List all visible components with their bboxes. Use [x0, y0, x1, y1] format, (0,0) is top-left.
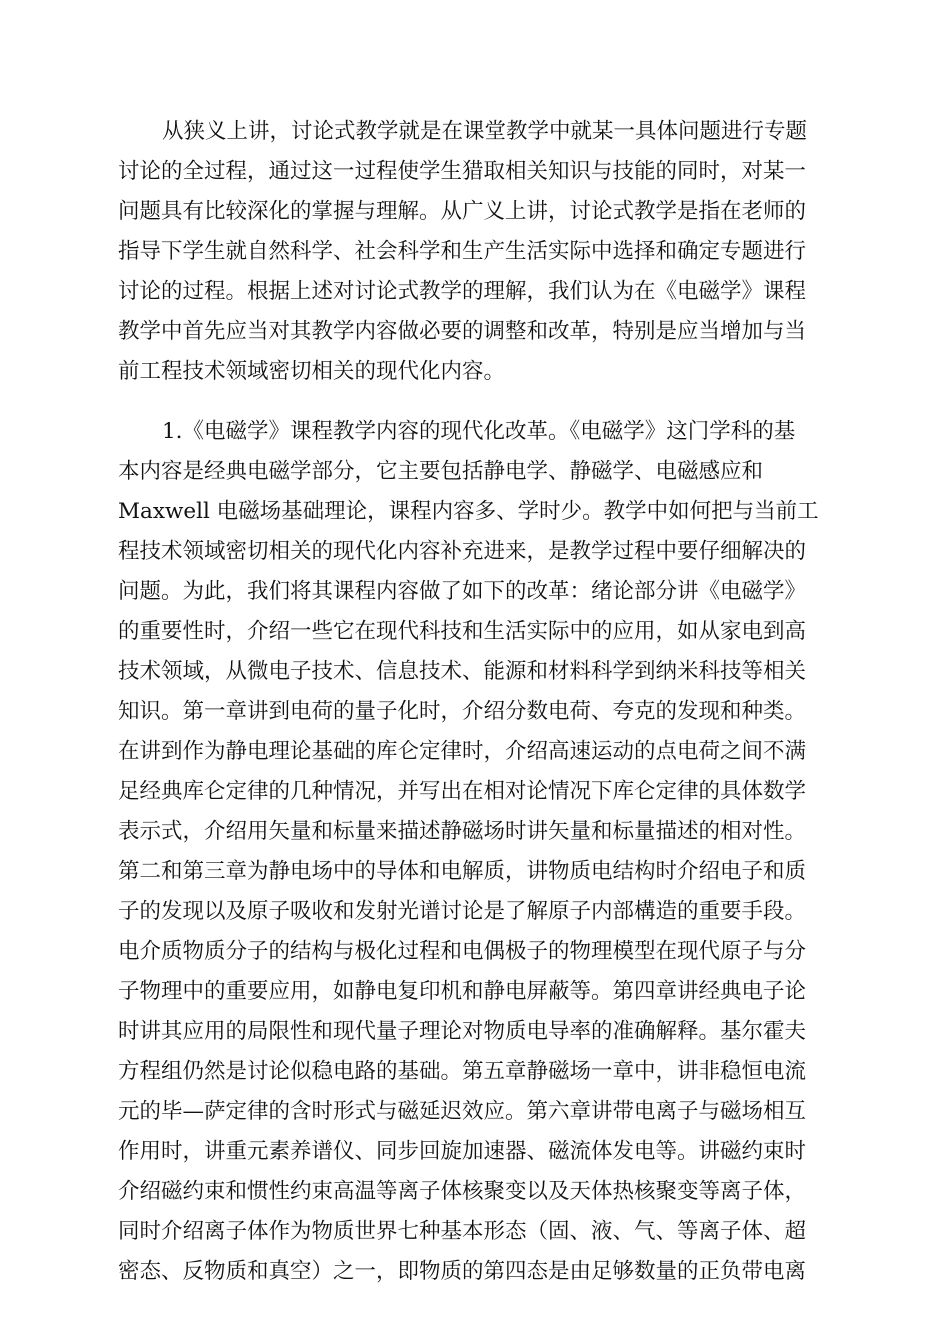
paragraph-2-line-5: 问题。为此，我们将其课程内容做了如下的改革：绪论部分讲《电磁学》 [118, 579, 807, 604]
paragraph-2-line-8: 知识。第一章讲到电荷的量子化时，介绍分数电荷、夸克的发现和种类。 [118, 699, 807, 724]
paragraph-2-line-7: 技术领域，从微电子技术、信息技术、能源和材料科学到纳米科技等相关 [118, 659, 807, 684]
paragraph-2-line-13: 子的发现以及原子吸收和发射光谱讨论是了解原子内部構造的重要手段。 [118, 899, 807, 924]
paragraph-2-line-15: 子物理中的重要应用，如静电复印机和静电屏蔽等。第四章讲经典电子论 [118, 979, 807, 1004]
paragraph-2-line-11: 表示式，介绍用矢量和标量来描述静磁场时讲矢量和标量描述的相对性。 [118, 819, 807, 844]
paragraph-2-line-3: Maxwell 电磁场基础理论，课程内容多、学时少。教学中如何把与当前工 [118, 499, 819, 524]
paragraph-2-line-20: 介绍磁约束和惯性约束高温等离子体核聚变以及天体热核聚变等离子体， [118, 1179, 807, 1204]
paragraph-1-line-7: 前工程技术领域密切相关的现代化内容。 [118, 359, 506, 384]
paragraph-2-line-9: 在讲到作为静电理论基础的库仑定律时，介绍高速运动的点电荷之间不满 [118, 739, 807, 764]
paragraph-2-line-16: 时讲其应用的局限性和现代量子理论对物质电导率的准确解释。基尔霍夫 [118, 1019, 807, 1044]
paragraph-2-line-1: 1.《电磁学》课程教学内容的现代化改革。《电磁学》这门学科的基 [162, 419, 796, 444]
paragraph-2-line-19: 作用时，讲重元素养谱仪、同步回旋加速器、磁流体发电等。讲磁约束时 [118, 1139, 807, 1164]
paragraph-2-line-14: 电介质物质分子的结构与极化过程和电偶极子的物理模型在现代原子与分 [118, 939, 807, 964]
paragraph-2-line-21: 同时介绍离子体作为物质世界七种基本形态（固、液、气、等离子体、超 [118, 1219, 807, 1244]
paragraph-1-line-3: 问题具有比较深化的掌握与理解。从广义上讲，讨论式教学是指在老师的 [118, 199, 807, 224]
paragraph-2-line-2: 本内容是经典电磁学部分，它主要包括静电学、静磁学、电磁感应和 [118, 459, 764, 484]
paragraph-1-line-2: 讨论的全过程，通过这一过程使学生猎取相关知识与技能的同时，对某一 [118, 159, 807, 184]
paragraph-2-line-4: 程技术领域密切相关的现代化内容补充进来，是教学过程中要仔细解决的 [118, 539, 807, 564]
paragraph-2-line-6: 的重要性时，介绍一些它在现代科技和生活实际中的应用，如从家电到高 [118, 619, 807, 644]
paragraph-2-line-18: 元的毕—萨定律的含时形式与磁延迟效应。第六章讲带电离子与磁场相互 [118, 1099, 807, 1124]
paragraph-1-line-5: 讨论的过程。根据上述对讨论式教学的理解，我们认为在《电磁学》课程 [118, 279, 807, 304]
paragraph-2-line-22: 密态、反物质和真空）之一，即物质的第四态是由足够数量的正负带电离 [118, 1259, 807, 1284]
paragraph-2-line-12: 第二和第三章为静电场中的导体和电解质，讲物质电结构时介绍电子和质 [118, 859, 807, 884]
paragraph-1-line-6: 教学中首先应当对其教学内容做必要的调整和改革，特别是应当增加与当 [118, 319, 807, 344]
paragraph-1-line-4: 指导下学生就自然科学、社会科学和生产生活实际中选择和确定专题进行 [118, 239, 807, 264]
paragraph-2-line-10: 足经典库仑定律的几种情况，并写出在相对论情况下库仑定律的具体数学 [118, 779, 807, 804]
paragraph-2-line-17: 方程组仍然是讨论似稳电路的基础。第五章静磁场一章中，讲非稳恒电流 [118, 1059, 807, 1084]
paragraph-1-line-1: 从狭义上讲，讨论式教学就是在课堂教学中就某一具体问题进行专题 [162, 119, 808, 144]
